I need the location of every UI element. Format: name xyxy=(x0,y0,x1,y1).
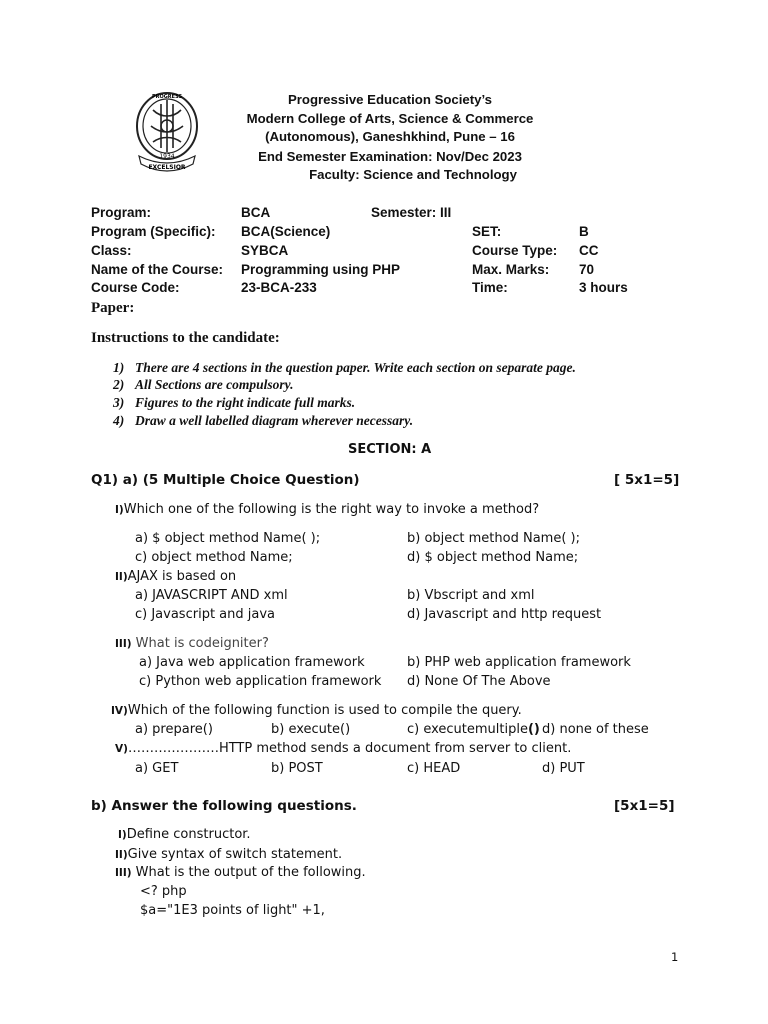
set-value: B xyxy=(579,224,589,239)
header-location: (Autonomous), Ganeshkhind, Pune – 16 xyxy=(265,129,515,144)
q1a-marks: [ 5x1=5] xyxy=(614,472,680,488)
mcq-5-option-c: c) HEAD xyxy=(407,761,461,776)
seal-top-text: PROGRESS xyxy=(151,94,183,100)
class-value: SYBCA xyxy=(241,243,289,258)
page-number: 1 xyxy=(671,950,679,964)
max-marks-label: Max. Marks: xyxy=(472,262,550,277)
course-name-value: Programming using PHP xyxy=(241,262,401,277)
program-specific-label: Program (Specific): xyxy=(91,224,216,239)
instruction-item: 3) Figures to the right indicate full marks. xyxy=(113,395,356,410)
mcq-2-option-c: c) Javascript and java xyxy=(135,607,275,622)
header-college-name: Modern College of Arts, Science & Commerce xyxy=(246,111,534,126)
time-label: Time: xyxy=(472,280,508,295)
header-society-name: Progressive Education Society’s xyxy=(288,92,492,107)
q1b-item-3: III) What is the output of the following. xyxy=(115,865,366,880)
mcq-4-option-d: d) none of these xyxy=(542,722,649,737)
mcq-1-option-c: c) object method Name; xyxy=(135,550,293,565)
q1b-item-1: I)Define constructor. xyxy=(118,827,251,842)
mcq-2-option-b: b) Vbscript and xml xyxy=(407,588,535,603)
mcq-question-4: IV)Which of the following function is used to compile the query. xyxy=(111,703,522,718)
q1b-item-2: II)Give syntax of switch statement. xyxy=(115,847,343,862)
section-a-title: SECTION: A xyxy=(348,442,432,457)
mcq-question-2: II)AJAX is based on xyxy=(115,569,237,584)
mcq-1-option-d: d) $ object method Name; xyxy=(407,550,579,565)
mcq-4-option-b: b) execute() xyxy=(271,722,351,737)
instruction-item: 1) There are 4 sections in the question paper. Write each section on separate page. xyxy=(113,360,576,375)
mcq-3-option-d: d) None Of The Above xyxy=(407,674,551,689)
mcq-question-5: V)…………………HTTP method sends a document from server to client. xyxy=(115,741,572,756)
mcq-4-option-a: a) prepare() xyxy=(135,722,213,737)
mcq-1-option-a: a) $ object method Name( ); xyxy=(135,531,321,546)
college-seal-logo xyxy=(133,90,201,178)
q1b-title: b) Answer the following questions. xyxy=(91,798,357,814)
instruction-item: 4) Draw a well labelled diagram wherever necessary. xyxy=(113,413,414,428)
q1a-title: Q1) a) (5 Multiple Choice Question) xyxy=(91,472,360,488)
time-value: 3 hours xyxy=(579,280,628,295)
course-code-value: 23-BCA-233 xyxy=(241,280,317,295)
instruction-item: 2) All Sections are compulsory. xyxy=(113,377,294,392)
mcq-3-option-a: a) Java web application framework xyxy=(139,655,365,670)
q1b-marks: [5x1=5] xyxy=(614,798,675,814)
mcq-question-3: III) What is codeigniter? xyxy=(115,636,269,651)
semester: Semester: III xyxy=(371,205,452,220)
mcq-3-option-b: b) PHP web application framework xyxy=(407,655,631,670)
course-type-label: Course Type: xyxy=(472,243,558,258)
code-line-1: <? php xyxy=(140,884,187,899)
program-label: Program: xyxy=(91,205,152,220)
course-code-label: Course Code: xyxy=(91,280,180,295)
header-faculty: Faculty: Science and Technology xyxy=(309,167,517,182)
seal-year: 1934 xyxy=(159,153,175,160)
mcq-5-option-a: a) GET xyxy=(135,761,179,776)
paper-label: Paper: xyxy=(91,300,135,316)
set-label: SET: xyxy=(472,224,502,239)
mcq-5-option-b: b) POST xyxy=(271,761,323,776)
mcq-2-option-d: d) Javascript and http request xyxy=(407,607,602,622)
mcq-2-option-a: a) JAVASCRIPT AND xml xyxy=(135,588,288,603)
course-type-value: CC xyxy=(579,243,599,258)
max-marks-value: 70 xyxy=(579,262,595,277)
instructions-title: Instructions to the candidate: xyxy=(91,330,280,346)
program-value: BCA xyxy=(241,205,271,220)
mcq-3-option-c: c) Python web application framework xyxy=(139,674,382,689)
code-line-2: $a="1E3 points of light" +1, xyxy=(140,903,325,918)
course-name-label: Name of the Course: xyxy=(91,262,224,277)
class-label: Class: xyxy=(91,243,132,258)
header-exam: End Semester Examination: Nov/Dec 2023 xyxy=(258,149,522,164)
mcq-5-option-d: d) PUT xyxy=(542,761,585,776)
mcq-question-1: I)Which one of the following is the right way to invoke a method? xyxy=(115,502,540,517)
mcq-1-option-b: b) object method Name( ); xyxy=(407,531,580,546)
program-specific-value: BCA(Science) xyxy=(241,224,331,239)
mcq-4-option-c: c) executemultiple() xyxy=(407,722,540,737)
seal-motto: EXCELSIOR xyxy=(148,164,186,171)
